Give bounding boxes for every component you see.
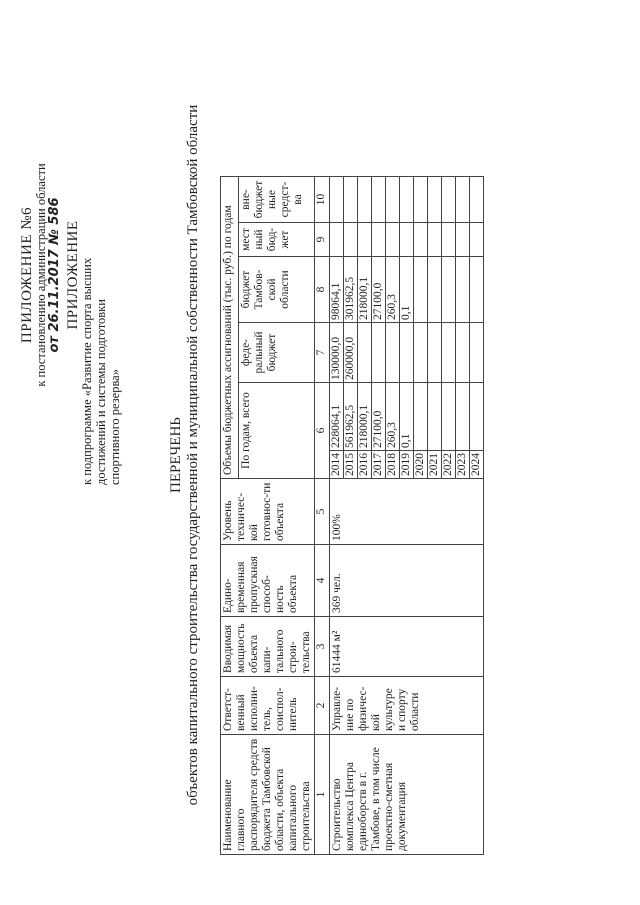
col-number: 10 [315,177,330,223]
total-cell [442,383,456,451]
regional-cell [442,257,456,323]
sub-appendix-title: ПРИЛОЖЕНИЕ [65,220,81,330]
extrabudgetary-cell [470,177,484,223]
total-cell [414,383,428,451]
total-cell [470,383,484,451]
col-header-extrabudgetary: вне-бюджет ные средст-ва [238,177,314,223]
year-cell: 2014 [330,451,344,479]
total-cell [428,383,442,451]
readiness-cell: 100% [330,479,484,545]
col-header-federal: феде-ральный бюджет [238,323,314,383]
federal-cell [386,323,400,383]
regional-cell: 98064,1 [330,257,344,323]
title-line-2: объектов капитального строительства государственной и муниципальной собственности Тамбовской области [185,104,201,806]
col-number: 1 [315,735,330,855]
handwritten-date-number: от 26.11.2017 № 586 [47,197,62,353]
local-cell [428,223,442,257]
local-cell [456,223,470,257]
throughput-cell: 369 чел. [330,545,484,617]
regional-cell: 27100,0 [372,257,386,323]
document-title [168,75,202,835]
appendix-header [20,65,122,485]
total-cell: 561962,5 [344,383,358,451]
extrabudgetary-cell [456,177,470,223]
resolution-line: к постановлению администрации области [34,163,48,387]
appendix-title: ПРИЛОЖЕНИЕ №6 [19,206,35,344]
table-row [330,177,344,855]
total-cell: 218000,1 [358,383,372,451]
header-row-1 [221,177,239,855]
year-cell: 2023 [456,451,470,479]
extrabudgetary-cell [400,177,414,223]
year-cell: 2015 [344,451,358,479]
col-number: 4 [315,545,330,617]
col-number: 8 [315,257,330,323]
total-cell: 27100,0 [372,383,386,451]
col-header-funding-group: Объемы бюджетных ассигнований (тыс. руб.) по годам [221,177,239,479]
year-cell: 2020 [414,451,428,479]
col-header-total-by-years: По годам, всего [238,383,314,479]
federal-cell [456,323,470,383]
regional-cell [428,257,442,323]
regional-cell: 301962,5 [344,257,358,323]
executor-cell: Управле-ние по физичес-кой культуре и спорту области [330,677,484,735]
object-name-cell: Строительство комплекса Центра единоборств в г. Тамбове, в том числе проектно-сметная документация [330,735,484,855]
federal-cell: 260000,0 [344,323,358,383]
year-cell: 2024 [470,451,484,479]
local-cell [470,223,484,257]
extrabudgetary-cell [344,177,358,223]
federal-cell [358,323,372,383]
local-cell [358,223,372,257]
col-header-regional: бюджет Тамбов-ской области [238,257,314,323]
col-header-throughput: Едино-временная пропускная способ-ность объекта [221,545,315,617]
total-cell: 0,1 [400,383,414,451]
col-header-name: Наименование главного распорядителя средств бюджета Тамбовской области, объекта капитального строительства [221,735,315,855]
regional-cell: 218000,1 [358,257,372,323]
federal-cell [470,323,484,383]
year-cell: 2022 [442,451,456,479]
federal-cell [414,323,428,383]
col-number: 3 [315,617,330,677]
regional-cell: 0,1 [400,257,414,323]
year-cell: 2021 [428,451,442,479]
regional-cell: 260,3 [386,257,400,323]
regional-cell [470,257,484,323]
local-cell [442,223,456,257]
column-number-row [315,177,330,855]
col-number: 6 [315,383,330,479]
year-cell: 2019 [400,451,414,479]
col-header-local: мест ный бюд-жет [238,223,314,257]
local-cell [372,223,386,257]
col-header-executor: Ответст-венный исполни-тель, соиспол-нитель [221,677,315,735]
federal-cell [372,323,386,383]
program-line-1: к подпрограмме «Развитие спорта высших [80,257,94,485]
year-cell: 2018 [386,451,400,479]
total-cell: 260,3 [386,383,400,451]
total-cell [456,383,470,451]
total-cell: 228064,1 [330,383,344,451]
local-cell [330,223,344,257]
col-header-capacity: Вводимая мощность объекта капи-тального строи-тельства [221,617,315,677]
extrabudgetary-cell [386,177,400,223]
year-cell: 2016 [358,451,372,479]
col-number: 5 [315,479,330,545]
program-line-3: спортивного резерва» [108,369,122,485]
federal-cell [442,323,456,383]
year-cell: 2017 [372,451,386,479]
col-number: 9 [315,223,330,257]
federal-cell: 130000,0 [330,323,344,383]
extrabudgetary-cell [414,177,428,223]
federal-cell [428,323,442,383]
extrabudgetary-cell [330,177,344,223]
extrabudgetary-cell [442,177,456,223]
capacity-cell: 61444 м² [330,617,484,677]
capital-construction-table [220,176,484,855]
title-line-1: ПЕРЕЧЕНЬ [168,417,184,493]
col-number: 2 [315,677,330,735]
extrabudgetary-cell [428,177,442,223]
col-header-readiness: Уровень техничес-кой готовнос-ти объекта [221,479,315,545]
local-cell [386,223,400,257]
federal-cell [400,323,414,383]
regional-cell [456,257,470,323]
regional-cell [414,257,428,323]
extrabudgetary-cell [358,177,372,223]
local-cell [344,223,358,257]
local-cell [414,223,428,257]
table-body [330,177,484,855]
extrabudgetary-cell [372,177,386,223]
local-cell [400,223,414,257]
col-number: 7 [315,323,330,383]
program-line-2: достижений и системы подготовки [94,299,108,485]
